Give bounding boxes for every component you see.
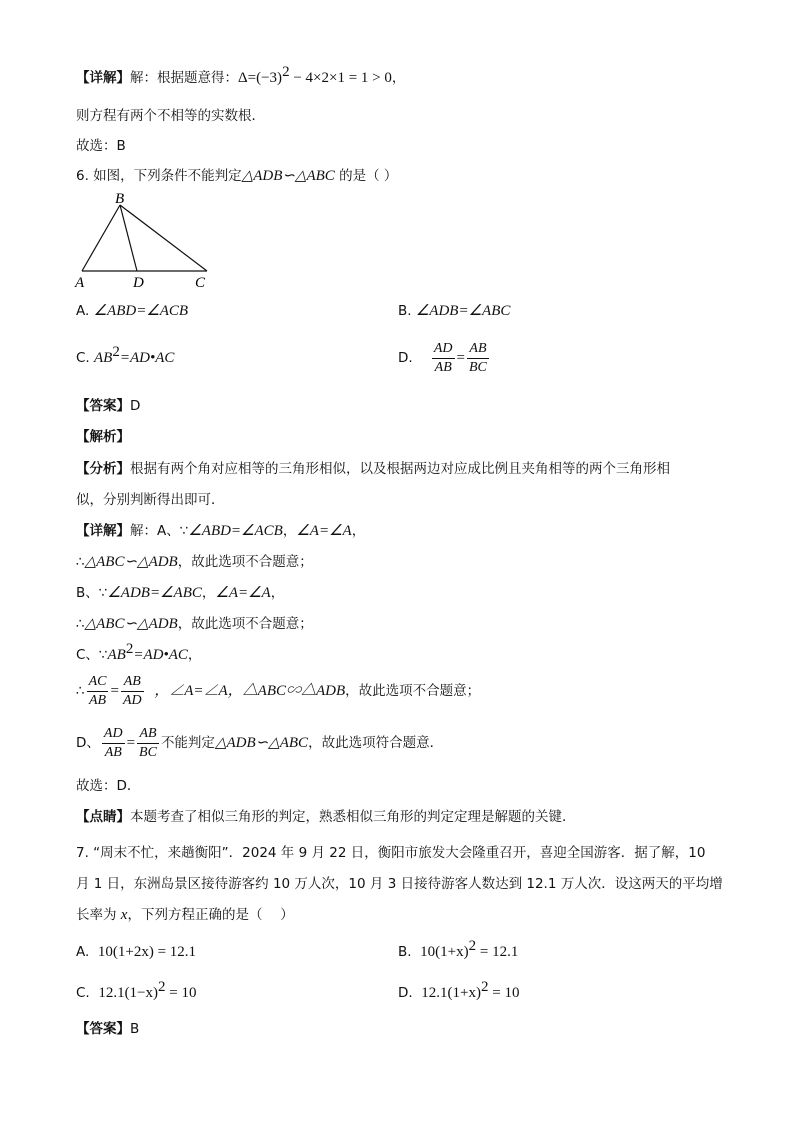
detail-B2 <box>76 614 313 634</box>
numerator: AD <box>102 725 125 744</box>
option-letter: D. <box>398 350 413 366</box>
fraction <box>102 725 125 762</box>
option-6D <box>398 339 491 377</box>
exponent: 2 <box>282 64 290 80</box>
exponent: 2 <box>112 344 120 360</box>
conclusion-line: 则方程有两个不相等的实数根． <box>76 108 265 124</box>
punct: ， <box>187 647 202 663</box>
math: ，∠A=∠A，△ABC∽△ADB <box>154 683 346 699</box>
text: 不能判定 <box>160 735 215 751</box>
prefix: ∴ <box>76 554 85 570</box>
option-6B <box>398 301 510 321</box>
answer-value: B <box>130 1021 140 1037</box>
equals: = <box>126 735 136 751</box>
prefix: D、 <box>76 735 100 751</box>
discriminant: Δ=(−3) <box>238 70 283 86</box>
analysis-line-2: 似，分别判断得出即可． <box>76 492 225 508</box>
numerator: AB <box>137 725 159 744</box>
exponent: 2 <box>468 938 477 954</box>
option-math: 10(1+2x) = 12.1 <box>97 944 197 960</box>
question-tail: 的是（ ） <box>334 168 398 184</box>
denominator: AD <box>122 692 142 708</box>
answer-7 <box>76 1019 139 1039</box>
answer-value: D <box>130 398 141 414</box>
option-7B <box>398 938 519 962</box>
option-letter: B. <box>398 944 412 960</box>
detail-C2 <box>76 672 480 710</box>
question-7-line-2: 月 1 日，东洲岛景区接待游客约 10 万人次，10 月 3 日接待游客人数达到 12.1 万人次．设这两天的平均增 <box>76 876 723 892</box>
side-AB <box>82 205 120 271</box>
option-math: 12.1(1−x) <box>98 985 159 1001</box>
analysis-tag: 【解析】 <box>76 429 130 445</box>
detail-tag: 【详解】 <box>76 70 130 86</box>
choice-line: 故选：B <box>76 138 126 154</box>
math: =AD•AC <box>133 647 188 663</box>
label-B: B <box>115 192 125 207</box>
math: △ABC∽△ADB <box>84 554 178 570</box>
label-C: C <box>195 275 206 291</box>
prefix: ∴ <box>76 616 85 632</box>
segment-BD <box>120 205 137 271</box>
text: ，下列方程正确的是（ ） <box>127 907 294 923</box>
text: 解：根据题意得： <box>130 70 238 86</box>
option-math: ∠ADB=∠ABC <box>415 303 511 319</box>
variable: x <box>120 907 128 923</box>
punct: ， <box>270 585 285 601</box>
option-7C <box>76 979 197 1003</box>
punct: ， <box>201 585 216 601</box>
text: ，故此选项不合题意； <box>177 554 313 570</box>
math: △ABC∽△ADB <box>84 616 178 632</box>
answer-tag: 【答案】 <box>76 1021 130 1037</box>
exponent: 2 <box>158 979 166 995</box>
triangle-figure <box>70 192 220 292</box>
option-math: = 12.1 <box>476 944 519 960</box>
denominator: BC <box>139 744 157 760</box>
fraction <box>467 340 489 377</box>
prefix: 解：A、∵ <box>130 523 189 539</box>
question-6 <box>76 166 397 186</box>
question-7-line-3 <box>76 905 294 925</box>
fraction <box>137 725 159 762</box>
denominator: AB <box>434 359 452 375</box>
option-letter: C. <box>76 985 90 1001</box>
analysis-text: 根据有两个角对应相等的三角形相似，以及根据两边对应成比例且夹角相等的两个三角形相 <box>130 461 670 477</box>
equals: = <box>456 350 465 366</box>
detail-A1 <box>76 521 365 541</box>
option-math: AB <box>94 350 113 366</box>
math: AB <box>107 647 126 663</box>
option-letter: D. <box>398 985 413 1001</box>
math: △ADB∽△ABC <box>214 735 309 751</box>
detail-C1 <box>76 641 202 665</box>
question-text: 6. 如图，下列条件不能判定 <box>76 168 242 184</box>
option-6A <box>76 301 188 321</box>
analysis-sub-tag: 【分析】 <box>76 461 130 477</box>
detail-B1 <box>76 583 284 603</box>
triangle-math: △ADB∽△ABC <box>241 168 335 184</box>
option-letter: A. <box>76 303 90 319</box>
punct: ， <box>351 523 366 539</box>
option-math: 10(1+x) <box>420 944 469 960</box>
option-math: 12.1(1+x) <box>421 985 481 1001</box>
numerator: AB <box>467 340 489 359</box>
option-letter: A. <box>76 944 90 960</box>
numerator: AD <box>432 340 455 359</box>
discriminant-value: − 4×2×1 = 1 > 0 <box>289 70 392 86</box>
side-BC <box>120 205 207 271</box>
option-7D <box>398 979 520 1003</box>
label-A: A <box>75 275 85 291</box>
punct: ， <box>391 70 406 86</box>
option-math: = 10 <box>488 985 520 1001</box>
fraction <box>121 673 144 710</box>
punct: ， <box>282 523 297 539</box>
denominator: AB <box>104 744 122 760</box>
label-D: D <box>133 275 144 291</box>
comment-6 <box>76 807 576 827</box>
math: ∠A=∠A <box>215 585 271 601</box>
final-choice-6: 故选：D． <box>76 778 141 794</box>
text: 长率为 <box>76 907 121 923</box>
option-math: =AD•AC <box>119 350 175 366</box>
option-6C <box>76 344 175 368</box>
comment-tag: 【点睛】 <box>76 809 130 825</box>
option-letter: C. <box>76 350 90 366</box>
option-7A <box>76 942 196 962</box>
math: ∠A=∠A <box>296 523 352 539</box>
option-math: = 10 <box>165 985 197 1001</box>
math: ∠ABD=∠ACB <box>188 523 283 539</box>
analysis-line-1 <box>76 459 670 479</box>
answer-6 <box>76 396 140 416</box>
solution-line-1 <box>76 64 406 88</box>
question-7-line-1: 7. “周末不忙，来趟衡阳”．2024 年 9 月 22 日，衡阳市旅发大会隆重召开，喜迎全国游客．据了解，10 <box>76 845 706 861</box>
prefix: C、∵ <box>76 647 108 663</box>
detail-D1 <box>76 722 443 764</box>
option-letter: B. <box>398 303 412 319</box>
prefix: ∴ <box>76 683 85 699</box>
text: ，故此选项不合题意； <box>345 683 481 699</box>
detail-tag: 【详解】 <box>76 523 130 539</box>
fraction <box>432 340 455 377</box>
exponent: 2 <box>480 979 489 995</box>
text: ，故此选项符合题意． <box>308 735 444 751</box>
numerator: AB <box>121 673 144 692</box>
answer-tag: 【答案】 <box>76 398 130 414</box>
numerator: AC <box>87 673 109 692</box>
text: ，故此选项不合题意； <box>177 616 313 632</box>
fraction <box>87 673 109 710</box>
comment-text: 本题考查了相似三角形的判定，熟悉相似三角形的判定定理是解题的关键． <box>130 809 576 825</box>
denominator: AB <box>88 692 107 708</box>
denominator: BC <box>469 359 487 375</box>
equals: = <box>110 683 119 699</box>
math: ∠ADB=∠ABC <box>107 585 202 601</box>
option-math: ∠ABD=∠ACB <box>93 303 189 319</box>
detail-A2 <box>76 552 313 572</box>
prefix: B、∵ <box>76 585 108 601</box>
exponent: 2 <box>125 641 134 657</box>
